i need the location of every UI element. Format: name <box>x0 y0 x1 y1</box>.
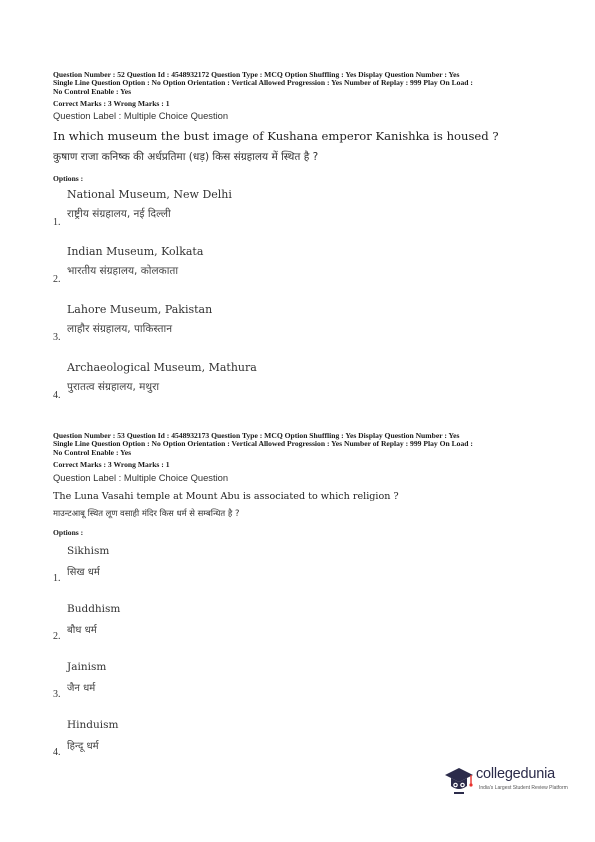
option-number: 1. <box>53 573 61 584</box>
logo-tagline: India's Largest Student Review Platform <box>479 785 568 791</box>
option-text-hi: भारतीय संग्रहालय, कोलकाता <box>67 265 179 277</box>
option-text-en: National Museum, New Delhi <box>67 188 232 201</box>
meta-line: Question Number : 52 Question Id : 4548932172 Question Type : MCQ Option Shuffling : Yes Display Question Number : Yes <box>53 70 460 79</box>
question-meta <box>53 432 553 457</box>
option-number: 1. <box>53 217 61 228</box>
option-number: 4. <box>53 747 61 758</box>
question-label: Question Label : Multiple Choice Question <box>53 472 229 483</box>
option-text-en: Indian Museum, Kolkata <box>67 245 204 258</box>
meta-line: Single Line Question Option : No Option Orientation : Vertical Allowed Progression : Yes Number of Replay : 999 Play On Load : <box>53 78 473 88</box>
marks-line: Correct Marks : 3 Wrong Marks : 1 <box>53 99 170 108</box>
options-heading: Options : <box>53 528 84 537</box>
question-text-hi: माउन्टआबू स्थित लूण वसाही मंदिर किस धर्म से सम्बन्धित है ? <box>53 508 240 518</box>
marks-line: Correct Marks : 3 Wrong Marks : 1 <box>53 460 170 469</box>
option-text-en: Archaeological Museum, Mathura <box>67 361 257 374</box>
option-number: 2. <box>53 631 61 642</box>
meta-line: No Control Enable : Yes <box>53 447 132 457</box>
question-text-hi: कुषाण राजा कनिष्क की अर्धप्रतिमा (धड़) किस संग्रहालय में स्थित है ? <box>53 151 319 163</box>
option-text-en: Lahore Museum, Pakistan <box>67 303 213 316</box>
collegedunia-logo <box>443 760 585 802</box>
question-text-en: The Luna Vasahi temple at Mount Abu is associated to which religion ? <box>53 491 399 502</box>
options-heading: Options : <box>53 174 84 183</box>
meta-line: Single Line Question Option : No Option Orientation : Vertical Allowed Progression : Yes Number of Replay : 999 Play On Load : <box>53 439 473 449</box>
option-text-hi: जैन धर्म <box>67 683 96 694</box>
logo-wordmark: collegedunia <box>476 766 556 782</box>
option-number: 4. <box>53 390 61 401</box>
option-text-hi: सिख धर्म <box>67 567 100 578</box>
option-text-hi: हिन्दू धर्म <box>67 741 99 752</box>
question-text-en: In which museum the bust image of Kushana emperor Kanishka is housed ? <box>53 129 499 143</box>
option-text-en: Jainism <box>67 661 107 673</box>
option-number: 3. <box>53 332 61 343</box>
option-text-hi: राष्ट्रीय संग्रहालय, नई दिल्ली <box>67 208 171 220</box>
graduation-cap-icon <box>443 764 475 796</box>
meta-line: No Control Enable : Yes <box>53 86 132 96</box>
option-text-hi: बौध धर्म <box>67 625 97 636</box>
question-meta <box>53 71 553 96</box>
option-text-en: Sikhism <box>67 545 110 557</box>
question-label: Question Label : Multiple Choice Question <box>53 110 229 121</box>
option-text-hi: लाहौर संग्रहालय, पाकिस्तान <box>67 323 173 335</box>
option-number: 2. <box>53 274 61 285</box>
option-text-en: Hinduism <box>67 719 119 731</box>
meta-line: Question Number : 53 Question Id : 4548932173 Question Type : MCQ Option Shuffling : Yes Display Question Number : Yes <box>53 431 460 440</box>
option-text-hi: पुरातत्व संग्रहालय, मथुरा <box>67 381 160 393</box>
option-number: 3. <box>53 689 61 700</box>
option-text-en: Buddhism <box>67 603 121 615</box>
